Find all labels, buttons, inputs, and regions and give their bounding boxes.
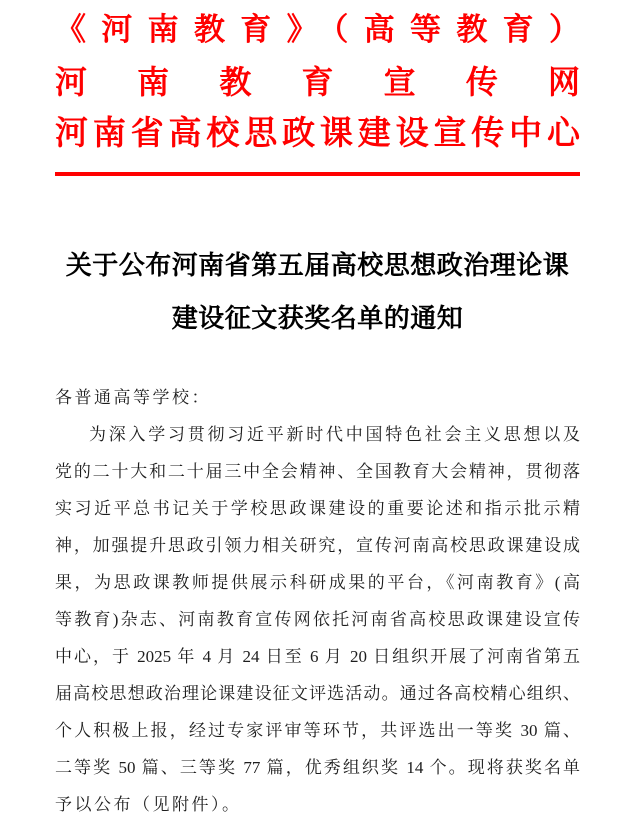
document-title-line-2: 建设征文获奖名单的通知 (171, 304, 464, 333)
paragraph-line: 届高校思想政治理论课建设征文评选活动。通过各高校精心组织、 (55, 684, 580, 703)
paragraph-line: 二等奖 50 篇、三等奖 77 篇，优秀组织奖 14 个。现将获奖名单 (55, 758, 580, 777)
letterhead-line-1: 《河南教育》（高等教育） (55, 12, 580, 47)
paragraph-line: 个人积极上报，经过专家评审等环节，共评选出一等奖 30 篇、 (55, 721, 580, 740)
paragraph-line: 实习近平总书记关于学校思政课建设的重要论述和指示批示精 (55, 499, 580, 518)
paragraph-line: 等教育)杂志、河南教育宣传网依托河南省高校思政课建设宣传 (55, 610, 580, 629)
letterhead-line-2: 河南教育宣传网 (55, 64, 580, 100)
letterhead (55, 4, 580, 176)
paragraph-line: 党的二十大和二十届三中全会精神、全国教育大会精神，贯彻落 (55, 462, 580, 481)
document-title-line-1: 关于公布河南省第五届高校思想政治理论课 (65, 251, 570, 280)
paragraph-line: 果，为思政课教师提供展示科研成果的平台，《河南教育》(高 (55, 573, 580, 592)
letterhead-line-3: 河南省高校思政课建设宣传中心 (55, 116, 580, 152)
notice-paragraph (55, 416, 580, 823)
paragraph-line: 予以公布（见附件）。 (55, 795, 242, 814)
document-body (55, 379, 580, 823)
letterhead-divider-rule (55, 172, 580, 176)
paragraph-line: 中心，于 2025 年 4 月 24 日至 6 月 20 日组织开展了河南省第五 (55, 647, 580, 666)
document-title (55, 239, 580, 345)
salutation: 各普通高等学校： (55, 388, 211, 407)
paragraph-line: 为深入学习贯彻习近平新时代中国特色社会主义思想以及 (89, 425, 580, 444)
paragraph-line: 神，加强提升思政引领力相关研究，宣传河南高校思政课建设成 (55, 536, 580, 555)
